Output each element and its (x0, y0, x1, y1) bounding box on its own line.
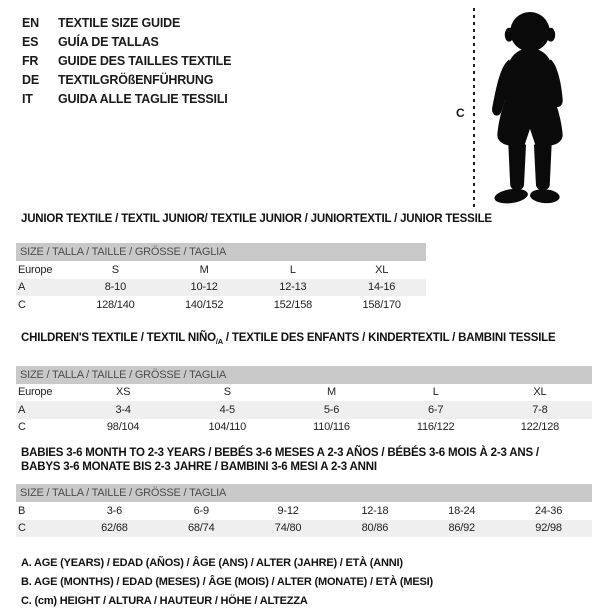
size-cell: 68/74 (187, 522, 215, 535)
note-height-cm: C. (cm) HEIGHT / ALTURA / HAUTEUR / HÖHE / ALTEZZA (21, 595, 308, 607)
junior-section-title: JUNIOR TEXTILE / TEXTIL JUNIOR/ TEXTILE JUNIOR / JUNIORTEXTIL / JUNIOR TESSILE (21, 213, 492, 225)
size-cell: 12-13 (279, 281, 307, 294)
size-cell: 116/122 (416, 421, 455, 434)
language-code: ES (22, 35, 39, 49)
size-cell: 62/68 (101, 522, 128, 535)
size-cell: 98/104 (106, 421, 140, 434)
children-section-title (21, 331, 600, 349)
size-cell: 12-18 (361, 504, 389, 517)
size-cell: 128/140 (96, 298, 135, 311)
size-cell: 14-16 (368, 281, 396, 294)
size-cell: S (111, 263, 119, 276)
size-cell: 3-6 (106, 504, 123, 517)
row-label: B (18, 504, 26, 517)
language-label: GUIDA ALLE TAGLIE TESSILI (58, 92, 228, 106)
table-row-age (16, 279, 426, 297)
children-size-header: SIZE / TALLA / TAILLE / GRÖSSE / TAGLIA (16, 366, 592, 384)
language-code: IT (22, 92, 33, 106)
babies-title-line2: BABYS 3-6 MONATE BIS 2-3 JAHRE / BAMBINI 3-6 MESI A 2-3 ANNI (21, 461, 377, 473)
size-cell: M (326, 386, 336, 399)
row-label: C (18, 298, 26, 311)
size-cell: 152/158 (273, 298, 313, 311)
size-cell: 10-12 (190, 281, 218, 294)
language-row-de (22, 71, 231, 90)
legend-notes (21, 554, 600, 611)
babies-section (16, 446, 600, 537)
size-cell: M (199, 263, 209, 276)
junior-size-table (16, 261, 426, 314)
children-size-table (16, 384, 592, 437)
size-cell: 18-24 (448, 504, 476, 517)
row-label: C (18, 522, 26, 535)
babies-size-header: SIZE / TALLA / TAILLE / GRÖSSE / TAGLIA (16, 484, 592, 502)
size-cell: XL (533, 386, 547, 399)
size-cell: 86/92 (448, 522, 475, 535)
language-row-en (22, 14, 231, 33)
size-cell: 74/80 (274, 522, 302, 535)
language-row-it (22, 90, 231, 109)
note-age-months: B. AGE (MONTHS) / EDAD (MESES) / ÂGE (MOIS) / ALTER (MONATE) / ETÀ (MESI) (21, 576, 433, 588)
size-cell: 6-9 (193, 504, 209, 517)
size-cell: 158/170 (362, 298, 401, 311)
row-label: A (18, 403, 26, 416)
language-code: FR (22, 54, 39, 68)
size-cell: 140/152 (184, 298, 224, 311)
language-label: TEXTILE SIZE GUIDE (58, 16, 181, 30)
table-row-age (16, 401, 592, 419)
table-row-europe (16, 261, 426, 279)
babies-title-line1: BABIES 3-6 MONTH TO 2-3 YEARS / BEBÉS 3-6 MESES A 2-3 AÑOS / BÉBÉS 3-6 MOIS À 2-3 ANS / (21, 447, 539, 459)
table-row-height (16, 419, 592, 437)
language-label: GUÍA DE TALLAS (58, 35, 159, 49)
size-cell: 8-10 (104, 281, 126, 294)
size-cell: S (223, 386, 231, 399)
tables-content (0, 212, 600, 611)
size-cell: 4-5 (219, 403, 235, 416)
table-row-height (16, 520, 592, 538)
height-dotted-line (473, 8, 475, 210)
size-cell: L (432, 386, 439, 399)
junior-size-header: SIZE / TALLA / TAILLE / GRÖSSE / TAGLIA (16, 243, 426, 261)
size-cell: 7-8 (532, 403, 548, 416)
size-cell: 122/128 (520, 421, 560, 434)
children-title-subscript: /A (215, 336, 223, 346)
table-row-age-months (16, 502, 592, 520)
babies-size-table (16, 502, 592, 537)
measure-c-label: C (456, 106, 465, 120)
size-cell: XL (375, 263, 389, 276)
row-label: C (18, 421, 26, 434)
height-measure-figure (448, 6, 590, 214)
size-cell: L (289, 263, 296, 276)
children-title-suffix: / TEXTILE DES ENFANTS / KINDERTEXTIL / BAMBINI TESSILE (222, 331, 556, 344)
size-cell: 5-6 (323, 403, 340, 416)
language-code: DE (22, 73, 39, 87)
size-cell: 92/98 (535, 522, 562, 535)
table-row-height (16, 296, 426, 314)
row-label: Europe (18, 386, 53, 399)
size-cell: 9-12 (277, 504, 299, 517)
language-code: EN (22, 16, 39, 30)
children-section (16, 331, 600, 437)
table-row-europe (16, 384, 592, 402)
language-row-es (22, 33, 231, 52)
babies-section-title (21, 446, 600, 474)
size-cell: 6-7 (428, 403, 444, 416)
size-cell: 80/86 (361, 522, 389, 535)
children-title-prefix: CHILDREN'S TEXTILE / TEXTIL NIÑO (21, 331, 216, 344)
language-row-fr (22, 52, 231, 71)
language-list (22, 14, 231, 109)
note-age-years: A. AGE (YEARS) / EDAD (AÑOS) / ÂGE (ANS) / ALTER (JAHRE) / ETÀ (ANNI) (21, 557, 403, 569)
toddler-silhouette-icon (478, 8, 578, 212)
size-cell: 110/116 (313, 421, 350, 434)
junior-section (16, 212, 600, 314)
row-label: Europe (18, 263, 53, 276)
size-cell: 104/110 (208, 421, 247, 434)
row-label: A (18, 281, 26, 294)
size-cell: 24-36 (535, 504, 563, 517)
language-label: TEXTILGRÖßENFÜHRUNG (58, 73, 214, 87)
language-label: GUIDE DES TAILLES TEXTILE (58, 54, 232, 68)
size-cell: XS (115, 386, 131, 399)
size-cell: 3-4 (115, 403, 131, 416)
